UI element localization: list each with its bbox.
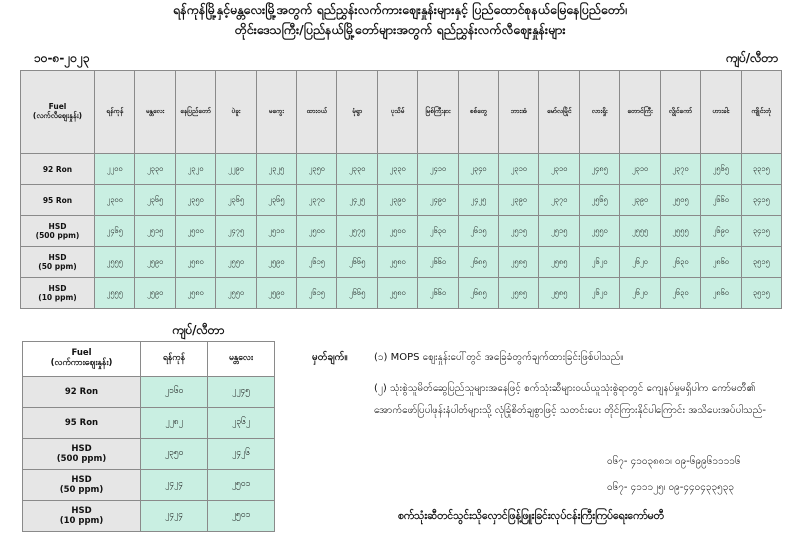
- retail-price-cell: ၂၅၅၅: [620, 216, 660, 247]
- notes-heading: မှတ်ချက်။: [312, 352, 348, 363]
- retail-city-header: လွိုင်ကော်: [660, 71, 700, 154]
- wholesale-fuel-type: [23, 439, 141, 470]
- retail-price-cell: ၂၅၆၅: [579, 185, 619, 216]
- retail-price-cell: ၂၄၂၅: [337, 185, 377, 216]
- fuel-label-text: HSD: [71, 475, 92, 485]
- retail-price-cell: ၂၅၉၀: [256, 247, 296, 278]
- retail-price-cell: ၃၅၁၅: [741, 278, 782, 309]
- retail-price-cell: ၂၅၁၅: [135, 216, 175, 247]
- retail-table-row: [21, 247, 782, 278]
- retail-price-cell: ၂၅၀၀: [297, 216, 337, 247]
- retail-price-cell: ၂၃၁၀: [499, 154, 539, 185]
- fuel-label-text: 92 Ron: [64, 387, 99, 397]
- retail-price-cell: ၂၆၉၀: [701, 216, 741, 247]
- fuel-label-text: (50 ppm): [38, 262, 77, 271]
- retail-price-cell: ၂၄၈၅: [579, 154, 619, 185]
- wholesale-price-cell: ၂၅၀၁: [208, 501, 275, 532]
- retail-city-header: ဘားအံ: [499, 71, 539, 154]
- title-line-2: တိုင်းဒေသကြီး/ပြည်နယ်မြို့တော်များအတွက် ရည်ညွှန်းလက်လီဈေးနှုန်းများ: [234, 22, 566, 37]
- document-header: [0, 0, 800, 40]
- retail-price-cell: ၂၆၁၅: [458, 216, 498, 247]
- retail-fuel-type: [21, 247, 95, 278]
- retail-price-cell: ၂၃၇၀: [660, 154, 700, 185]
- retail-price-cell: ၂၈၆၀: [701, 247, 741, 278]
- retail-price-cell: ၂၃၀၀: [95, 185, 135, 216]
- wholesale-price-cell: ၂၄၂၄: [141, 470, 208, 501]
- note-2: (၂) သုံးစွဲသူမိတ်ဆွေပြည်သူများအနေဖြင့် စက်သုံးဆီများဝယ်ယူသုံးစွဲရာတွင် ကျေနပ်မှုမရှိပါက ကော်မတီ၏ အောက်ဖော်ပြပါဖုန်းနံပါတ်များသို့ လုံခြုံစိတ်ချစွာဖြင့် သတင်းပေး တိုင်ကြားနိုင်ပါကြောင်း အသိပေးအပ်ပါသည်-: [374, 383, 766, 416]
- fuel-label-text: Fuel: [71, 348, 92, 358]
- retail-city-header: နေပြည်တော်: [175, 71, 215, 154]
- wholesale-city-header: မန္တလေး: [208, 342, 275, 377]
- wholesale-table-row: [23, 439, 275, 470]
- wholesale-price-cell: ၂၃၆၂: [208, 408, 275, 439]
- retail-city-header: ပုသိမ်: [377, 71, 417, 154]
- wholesale-price-cell: ၂၂၄၅: [208, 377, 275, 408]
- retail-price-cell: ၂၂၀၀: [95, 154, 135, 185]
- retail-price-cell: ၂၅၀၀: [377, 216, 417, 247]
- retail-price-cell: ၂၅၅၀: [216, 247, 256, 278]
- retail-price-cell: ၂၃၆၅: [256, 185, 296, 216]
- retail-price-cell: ၂၅၆၅: [701, 154, 741, 185]
- fuel-label-text: Fuel: [48, 102, 67, 111]
- retail-price-cell: ၂၄၉၀: [418, 185, 458, 216]
- retail-price-cell: ၂၅၈၀: [377, 247, 417, 278]
- retail-city-header: ရန်ကုန်: [95, 71, 135, 154]
- wholesale-table-row: [23, 377, 275, 408]
- retail-price-cell: ၂၆၆၀: [418, 247, 458, 278]
- retail-price-cell: ၂၄၁၀: [418, 154, 458, 185]
- retail-price-cell: ၂၅၈၀: [175, 278, 215, 309]
- retail-price-cell: ၂၅၁၅: [499, 216, 539, 247]
- retail-city-header: မြစ်ကြီးနား: [418, 71, 458, 154]
- retail-price-cell: ၂၃၉၀: [620, 185, 660, 216]
- title-line-1: ရန်ကုန်မြို့နှင့်မန္တလေးမြို့အတွက် ရည်ညွှန်းလက်ကားဈေးနှုန်းများနှင့် ပြည်ထောင်စုနယ်မြေနေပြည်တော်၊: [173, 2, 627, 17]
- retail-price-cell: ၂၆၂၀: [620, 247, 660, 278]
- fuel-label-text: HSD: [48, 284, 67, 293]
- retail-price-cell: ၂၆၁၅: [297, 278, 337, 309]
- retail-price-cell: ၂၆၂၀: [620, 278, 660, 309]
- fuel-label-text: (လက်ကားဈေးနှုန်း): [50, 358, 113, 368]
- retail-price-cell: ၂၃၇၀: [297, 185, 337, 216]
- retail-table-row: [21, 185, 782, 216]
- retail-price-cell: ၃၃၁၅: [741, 154, 782, 185]
- retail-price-cell: ၂၅၈၅: [539, 278, 579, 309]
- retail-price-cell: ၂၅၉၀: [135, 278, 175, 309]
- retail-fuel-type: [21, 185, 95, 216]
- retail-price-cell: ၂၅၁၀: [256, 216, 296, 247]
- retail-fuel-type: [21, 216, 95, 247]
- retail-city-header: မကွေး: [256, 71, 296, 154]
- retail-price-cell: ၂၆၈၅: [458, 278, 498, 309]
- wholesale-table-row: [23, 470, 275, 501]
- wholesale-price-cell: ၂၄၂၆: [208, 439, 275, 470]
- fuel-label-text: (500 ppm): [56, 454, 107, 464]
- retail-price-cell: ၂၄၇၅: [216, 216, 256, 247]
- retail-table-row: [21, 278, 782, 309]
- retail-price-cell: ၂၆၃၀: [660, 278, 700, 309]
- fuel-label-text: (50 ppm): [59, 485, 104, 495]
- fuel-label-text: (လက်လီဈေးနှုန်း): [32, 111, 83, 120]
- retail-price-cell: ၃၅၁၅: [741, 247, 782, 278]
- retail-city-header: ဟားခါး: [701, 71, 741, 154]
- wholesale-fuel-type: [23, 470, 141, 501]
- fuel-label-text: HSD: [48, 253, 67, 262]
- retail-price-cell: ၂၃၃၀: [135, 154, 175, 185]
- retail-price-cell: ၂၅၅၅: [95, 247, 135, 278]
- retail-price-cell: ၂၃၅၀: [175, 185, 215, 216]
- retail-city-header: မော်လမြိုင်: [539, 71, 579, 154]
- wholesale-price-cell: ၂၃၅၀: [141, 439, 208, 470]
- retail-price-cell: ၂၃၅၀: [297, 154, 337, 185]
- retail-price-cell: ၂၃၂၀: [175, 154, 215, 185]
- retail-price-table: [20, 70, 782, 309]
- retail-price-cell: ၂၅၈၅: [499, 247, 539, 278]
- wholesale-price-cell: ၂၄၂၄: [141, 501, 208, 532]
- fuel-label-text: (10 ppm): [59, 516, 104, 526]
- wholesale-table-header-row: [23, 342, 275, 377]
- retail-price-cell: ၂၃၉၀: [377, 185, 417, 216]
- retail-price-cell: ၂၆၆၀: [418, 278, 458, 309]
- retail-price-cell: ၂၃၉၀: [499, 185, 539, 216]
- retail-city-header: လားရှိုး: [579, 71, 619, 154]
- retail-price-cell: ၂၅၈၀: [175, 247, 215, 278]
- fuel-label-text: (500 ppm): [35, 231, 80, 240]
- retail-table-row: [21, 216, 782, 247]
- retail-price-cell: ၂၃၆၅: [216, 185, 256, 216]
- retail-price-cell: ၂၃၂၅: [256, 154, 296, 185]
- retail-table-row: [21, 154, 782, 185]
- retail-price-cell: ၂၅၉၀: [256, 278, 296, 309]
- retail-price-cell: ၂၃၆၅: [135, 185, 175, 216]
- phone-numbers-1: ၀၆၇- ၄၁၀၃၈၈၁၊ ၀၉-၆၉၉၆၁၁၁၁၆: [607, 456, 741, 467]
- retail-unit-label: ကျပ်/လီတာ: [725, 51, 778, 65]
- retail-price-cell: ၂၃၁၀: [539, 154, 579, 185]
- retail-price-cell: ၂၅၅၅: [95, 278, 135, 309]
- retail-price-cell: ၂၈၆၀: [701, 278, 741, 309]
- retail-price-cell: ၃၄၁၅: [741, 216, 782, 247]
- wholesale-price-table: [22, 341, 275, 532]
- fuel-label-text: HSD: [71, 506, 92, 516]
- retail-price-cell: ၂၄၂၅: [458, 185, 498, 216]
- retail-table-header-row: [21, 71, 782, 154]
- retail-city-header: ကျိုင်းတုံ: [741, 71, 782, 154]
- retail-price-cell: ၂၆၁၅: [297, 247, 337, 278]
- retail-price-cell: ၂၅၇၅: [337, 216, 377, 247]
- retail-city-header: မုံရွာ: [337, 71, 377, 154]
- retail-price-cell: ၂၃၁၀: [620, 154, 660, 185]
- retail-fuel-type: [21, 154, 95, 185]
- retail-price-cell: ၂၆၃၀: [660, 247, 700, 278]
- wholesale-unit-label: ကျပ်/လီတာ: [172, 323, 225, 337]
- retail-price-cell: ၂၅၅၀: [579, 216, 619, 247]
- retail-price-cell: ၂၆၆၅: [337, 278, 377, 309]
- retail-price-cell: ၂၆၂၀: [579, 247, 619, 278]
- wholesale-price-cell: ၂၂၈၂: [141, 408, 208, 439]
- retail-city-header: စစ်တွေ: [458, 71, 498, 154]
- fuel-label-text: HSD: [71, 444, 92, 454]
- wholesale-city-header: ရန်ကုန်: [141, 342, 208, 377]
- fuel-label-text: 92 Ron: [42, 164, 73, 174]
- fuel-label-text: HSD: [48, 222, 67, 231]
- retail-price-cell: ၂၅၉၀: [135, 247, 175, 278]
- retail-price-cell: ၂၄၆၅: [95, 216, 135, 247]
- wholesale-table-row: [23, 501, 275, 532]
- retail-price-cell: ၂၃၃၀: [377, 154, 417, 185]
- committee-name: စက်သုံးဆီတင်သွင်းသိုလှောင်ဖြန့်ဖြူးခြင်းလုပ်ငန်းကြီးကြပ်ရေးကော်မတီ: [398, 510, 664, 522]
- wholesale-table-row: [23, 408, 275, 439]
- retail-city-header: ထားဝယ်: [297, 71, 337, 154]
- retail-fuel-header: [21, 71, 95, 154]
- retail-city-header: တောင်ကြီး: [620, 71, 660, 154]
- phone-numbers-2: ၀၆၇- ၄၁၁၁၂၅၊ ၀၉-၄၄၀၄၃၃၅၃၃: [607, 482, 734, 493]
- retail-city-header: ပဲခူး: [216, 71, 256, 154]
- retail-price-cell: ၂၂၉၀: [216, 154, 256, 185]
- retail-fuel-type: [21, 278, 95, 309]
- wholesale-fuel-type: [23, 408, 141, 439]
- fuel-label-text: 95 Ron: [64, 418, 99, 428]
- fuel-label-text: 95 Ron: [42, 195, 73, 205]
- retail-price-cell: ၂၅၁၅: [539, 216, 579, 247]
- retail-price-cell: ၂၆၆၅: [337, 247, 377, 278]
- note-1: (၁) MOPS ဈေးနှုန်းပေါ်တွင် အခြေခံတွက်ချက်ထားခြင်းဖြစ်ပါသည်။: [374, 352, 624, 363]
- retail-price-cell: ၂၃၄၀: [458, 154, 498, 185]
- retail-price-cell: ၂၃၇၀: [539, 185, 579, 216]
- wholesale-fuel-type: [23, 501, 141, 532]
- retail-price-cell: ၂၅၅၀: [216, 278, 256, 309]
- wholesale-fuel-type: [23, 377, 141, 408]
- retail-price-cell: ၂၅၈၀: [377, 278, 417, 309]
- wholesale-price-cell: ၂၁၆၀: [141, 377, 208, 408]
- retail-price-cell: ၂၅၈၅: [499, 278, 539, 309]
- retail-price-cell: ၂၆၆၀: [701, 185, 741, 216]
- retail-price-cell: ၃၄၁၅: [741, 185, 782, 216]
- retail-price-cell: ၂၅၀၀: [175, 216, 215, 247]
- retail-price-cell: ၂၆၈၅: [458, 247, 498, 278]
- retail-price-cell: ၂၆၂၀: [579, 278, 619, 309]
- fuel-label-text: (10 ppm): [38, 293, 77, 302]
- retail-price-cell: ၂၅၈၅: [539, 247, 579, 278]
- retail-price-cell: ၂၃၃၀: [337, 154, 377, 185]
- retail-city-header: မန္တလေး: [135, 71, 175, 154]
- retail-price-cell: ၂၆၃၀: [418, 216, 458, 247]
- retail-price-cell: ၂၅၅၅: [660, 216, 700, 247]
- wholesale-price-cell: ၂၅၀၁: [208, 470, 275, 501]
- retail-price-cell: ၂၅၀၅: [660, 185, 700, 216]
- wholesale-fuel-header: [23, 342, 141, 377]
- document-date: ၁၀-၈-၂၀၂၃: [34, 51, 90, 65]
